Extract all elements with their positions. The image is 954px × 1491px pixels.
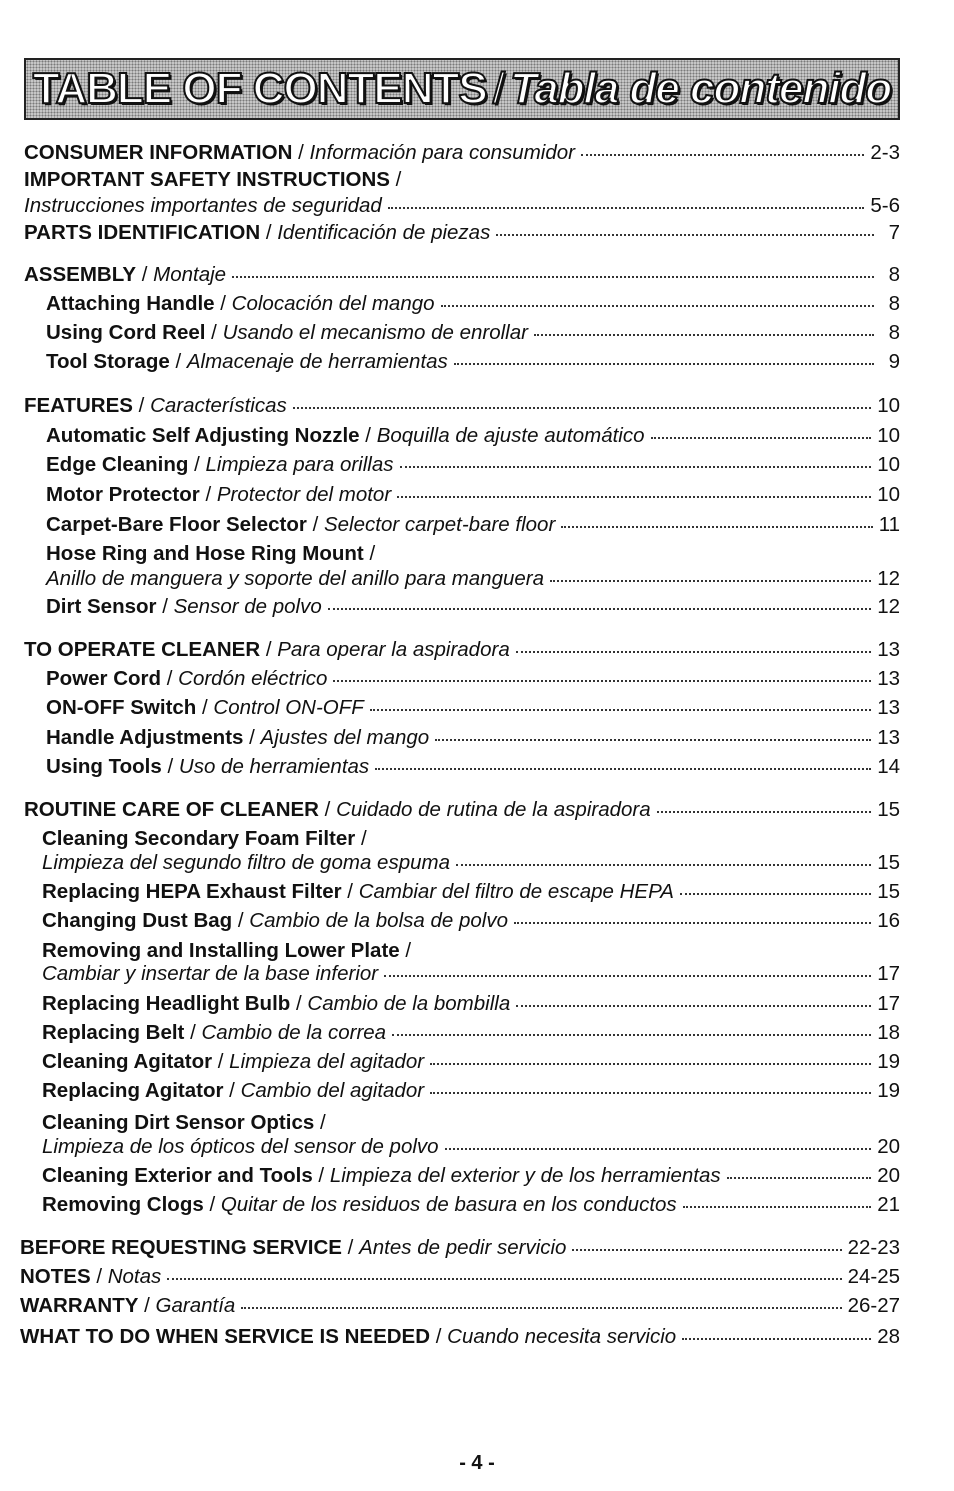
- entry-page-number: 8: [888, 321, 900, 344]
- toc-entry: [46, 757, 900, 778]
- entry-page-number: 5-6: [870, 194, 900, 217]
- dot-leader: [384, 975, 871, 977]
- dot-leader: [328, 608, 871, 610]
- toc-entry: [24, 143, 900, 164]
- toc-entry: [42, 1023, 900, 1044]
- dot-leader: [441, 305, 874, 307]
- entry-title-spanish: Cambio del agitador: [240, 1079, 425, 1102]
- entry-title-english: Carpet-Bare Floor Selector: [46, 513, 307, 536]
- dot-leader: [370, 709, 871, 711]
- entry-title-spanish: Limpieza para orillas: [205, 453, 394, 476]
- dot-leader: [435, 739, 871, 741]
- entry-label: WHAT TO DO WHEN SERVICE IS NEEDED / Cuando necesita servicio: [20, 1325, 677, 1348]
- toc-entry: [20, 1267, 900, 1288]
- entry-page-number: 24-25: [847, 1265, 900, 1288]
- page-number: - 4 -: [459, 1452, 495, 1474]
- dot-leader: [534, 334, 874, 336]
- entry-title-english: BEFORE REQUESTING SERVICE: [20, 1236, 342, 1259]
- entry-label: Power Cord / Cordón eléctrico: [46, 667, 328, 690]
- entry-title-spanish: Características: [150, 394, 287, 417]
- entry-page-number: 15: [877, 880, 900, 903]
- entry-label: BEFORE REQUESTING SERVICE / Antes de pedir servicio: [20, 1236, 567, 1259]
- title-spanish: Tabla de contenido: [509, 64, 892, 113]
- entry-title-english: Removing Clogs: [42, 1193, 204, 1216]
- toc-entry: [46, 515, 900, 536]
- entry-title-english: WARRANTY: [20, 1294, 139, 1317]
- entry-title-english: Using Tools: [46, 755, 162, 778]
- entry-page-number: 17: [877, 992, 900, 1015]
- entry-page-number: 19: [877, 1079, 900, 1102]
- entry-title-english: Hose Ring and Hose Ring Mount: [46, 542, 364, 565]
- toc-entry: [42, 911, 900, 932]
- entry-page-number: 16: [877, 909, 900, 932]
- entry-label: ASSEMBLY / Montaje: [24, 263, 227, 286]
- entry-title-english: Replacing Belt: [42, 1021, 185, 1044]
- entry-title-english: Tool Storage: [46, 350, 170, 373]
- entry-page-number: 10: [877, 453, 900, 476]
- entry-title-spanish: Selector carpet-bare floor: [323, 513, 556, 536]
- entry-label: Tool Storage / Almacenaje de herramientas: [46, 350, 448, 373]
- toc-entry: [46, 426, 900, 447]
- entry-title-spanish: Colocación del mango: [231, 292, 435, 315]
- entry-title-spanish: Cuidado de rutina de la aspiradora: [336, 798, 651, 821]
- entry-title-english: WHAT TO DO WHEN SERVICE IS NEEDED: [20, 1325, 431, 1348]
- entry-title-spanish: Cordón eléctrico: [178, 667, 328, 690]
- toc-entry: [46, 352, 900, 373]
- dot-leader: [333, 680, 871, 682]
- page-title: [32, 64, 892, 113]
- entry-title-spanish: Identificación de piezas: [277, 221, 491, 244]
- entry-label: ON-OFF Switch / Control ON-OFF: [46, 696, 364, 719]
- title-separator: /: [492, 64, 504, 113]
- entry-label: Cleaning Agitator / Limpieza del agitador: [42, 1050, 425, 1073]
- entry-page-number: 28: [877, 1325, 900, 1348]
- toc-entry: [46, 294, 900, 315]
- entry-title-english: Handle Adjustments: [46, 726, 244, 749]
- entry-title-english: Dirt Sensor: [46, 595, 157, 618]
- entry-title-spanish: Notas: [107, 1265, 162, 1288]
- entry-page-number: 12: [877, 567, 900, 590]
- entry-title-english: Automatic Self Adjusting Nozzle: [46, 424, 360, 447]
- entry-label: Replacing Agitator / Cambio del agitador: [42, 1079, 425, 1102]
- entry-label: Cleaning Exterior and Tools / Limpieza del exterior y de los herramientas: [42, 1164, 721, 1187]
- entry-title-spanish: Almacenaje de herramientas: [186, 350, 448, 373]
- dot-leader: [550, 580, 871, 582]
- entry-title-english: Cleaning Secondary Foam Filter: [42, 827, 356, 850]
- entry-label: Changing Dust Bag / Cambio de la bolsa de polvo: [42, 909, 508, 932]
- entry-title-english: Changing Dust Bag: [42, 909, 233, 932]
- entry-page-number: 10: [877, 424, 900, 447]
- entry-title-spanish: Anillo de manguera y soporte del anillo para manguera: [46, 567, 545, 590]
- entry-title-spanish: Sensor de polvo: [173, 595, 322, 618]
- toc-entry: [46, 485, 900, 506]
- toc-entry: [24, 196, 900, 217]
- entry-label: Carpet-Bare Floor Selector / Selector carpet-bare floor: [46, 513, 556, 536]
- dot-leader: [496, 234, 874, 236]
- entry-label: Attaching Handle / Colocación del mango: [46, 292, 435, 315]
- dot-leader: [167, 1278, 841, 1280]
- entry-label: Handle Adjustments / Ajustes del mango: [46, 726, 430, 749]
- dot-leader: [572, 1249, 841, 1251]
- entry-label: TO OPERATE CLEANER / Para operar la aspiradora: [24, 638, 510, 661]
- entry-title-spanish: Quitar de los residuos de basura en los conductos: [220, 1193, 677, 1216]
- toc-entry: [46, 728, 900, 749]
- dot-leader: [445, 1148, 872, 1150]
- toc-entry: [20, 1327, 900, 1348]
- entry-title-english: Using Cord Reel: [46, 321, 206, 344]
- entry-title-spanish: Cambiar y insertar de la base inferior: [42, 962, 379, 985]
- entry-title-english: PARTS IDENTIFICATION: [24, 221, 261, 244]
- entry-page-number: 19: [877, 1050, 900, 1073]
- entry-title-spanish: Información para consumidor: [309, 141, 575, 164]
- dot-leader: [400, 466, 872, 468]
- entry-title-spanish: Protector del motor: [216, 483, 392, 506]
- toc-entry: [46, 455, 900, 476]
- entry-label: Removing and Installing Lower Plate /: [42, 939, 412, 962]
- toc-entry: [20, 1296, 900, 1317]
- entry-page-number: 9: [888, 350, 900, 373]
- toc-entry: [46, 698, 900, 719]
- entry-page-number: 13: [877, 726, 900, 749]
- toc-entry: [42, 994, 900, 1015]
- toc-entry: [42, 1166, 900, 1187]
- toc-entry: [46, 323, 900, 344]
- entry-page-number: 2-3: [870, 141, 900, 164]
- entry-title-english: Cleaning Exterior and Tools: [42, 1164, 313, 1187]
- dot-leader: [430, 1092, 871, 1094]
- entry-title-english: FEATURES: [24, 394, 133, 417]
- toc-entry: [42, 853, 900, 874]
- toc-entry: [46, 569, 900, 590]
- entry-title-english: Replacing Agitator: [42, 1079, 224, 1102]
- entry-label: NOTES / Notas: [20, 1265, 162, 1288]
- entry-page-number: 20: [877, 1135, 900, 1158]
- entry-page-number: 13: [877, 667, 900, 690]
- entry-page-number: 21: [877, 1193, 900, 1216]
- entry-title-english: Cleaning Agitator: [42, 1050, 213, 1073]
- entry-page-number: 8: [888, 292, 900, 315]
- dot-leader: [680, 893, 871, 895]
- entry-label: Using Tools / Uso de herramientas: [46, 755, 370, 778]
- entry-title-spanish: Garantía: [155, 1294, 236, 1317]
- dot-leader: [454, 363, 874, 365]
- entry-label: WARRANTY / Garantía: [20, 1294, 236, 1317]
- entry-title-english: NOTES: [20, 1265, 91, 1288]
- entry-label: ROUTINE CARE OF CLEANER / Cuidado de rutina de la aspiradora: [24, 798, 651, 821]
- dot-leader: [232, 276, 874, 278]
- entry-title-english: IMPORTANT SAFETY INSTRUCTIONS: [24, 168, 390, 191]
- toc-entry: [42, 964, 900, 985]
- toc-entry: [42, 1137, 900, 1158]
- entry-label: Motor Protector / Protector del motor: [46, 483, 392, 506]
- entry-label: PARTS IDENTIFICATION / Identificación de piezas: [24, 221, 491, 244]
- entry-page-number: 10: [877, 483, 900, 506]
- toc-entry: [24, 223, 900, 244]
- dot-leader: [397, 496, 871, 498]
- entry-page-number: 14: [877, 755, 900, 778]
- entry-title-spanish: Para operar la aspiradora: [277, 638, 510, 661]
- toc-entry: [46, 597, 900, 618]
- entry-title-spanish: Cuando necesita servicio: [447, 1325, 677, 1348]
- entry-title-spanish: Ajustes del mango: [260, 726, 430, 749]
- dot-leader: [388, 207, 865, 209]
- entry-title-english: Attaching Handle: [46, 292, 215, 315]
- toc-entry: [20, 1238, 900, 1259]
- entry-page-number: 15: [877, 851, 900, 874]
- entry-page-number: 7: [888, 221, 900, 244]
- dot-leader: [392, 1034, 871, 1036]
- toc-entry: [24, 800, 900, 821]
- entry-label: IMPORTANT SAFETY INSTRUCTIONS /: [24, 168, 402, 191]
- entry-page-number: 18: [877, 1021, 900, 1044]
- entry-label: Cleaning Secondary Foam Filter /: [42, 827, 367, 850]
- entry-label: Using Cord Reel / Usando el mecanismo de enrollar: [46, 321, 528, 344]
- toc-entry: [24, 640, 900, 661]
- entry-title-spanish: Limpieza del segundo filtro de goma espuma: [42, 851, 450, 874]
- dot-leader: [456, 864, 871, 866]
- entry-title-english: Motor Protector: [46, 483, 200, 506]
- entry-title-english: ASSEMBLY: [24, 263, 137, 286]
- entry-title-spanish: Antes de pedir servicio: [359, 1236, 567, 1259]
- dot-leader: [241, 1307, 841, 1309]
- entry-title-english: Replacing HEPA Exhaust Filter: [42, 880, 342, 903]
- entry-page-number: 8: [888, 263, 900, 286]
- entry-title-english: Replacing Headlight Bulb: [42, 992, 291, 1015]
- entry-label: Edge Cleaning / Limpieza para orillas: [46, 453, 394, 476]
- entry-title-spanish: Control ON-OFF: [213, 696, 364, 719]
- toc-entry: [24, 265, 900, 286]
- dot-leader: [683, 1206, 872, 1208]
- entry-label: Hose Ring and Hose Ring Mount /: [46, 542, 376, 565]
- entry-page-number: 17: [877, 962, 900, 985]
- entry-title-english: Power Cord: [46, 667, 162, 690]
- entry-page-number: 20: [877, 1164, 900, 1187]
- dot-leader: [581, 154, 864, 156]
- entry-title-english: ROUTINE CARE OF CLEANER: [24, 798, 319, 821]
- entry-title-spanish: Cambio de la correa: [201, 1021, 387, 1044]
- entry-title-spanish: Usando el mecanismo de enrollar: [222, 321, 528, 344]
- entry-title-english: Cleaning Dirt Sensor Optics: [42, 1111, 315, 1134]
- entry-title-spanish: Cambiar del filtro de escape HEPA: [358, 880, 674, 903]
- entry-label: Automatic Self Adjusting Nozzle / Boquilla de ajuste automático: [46, 424, 645, 447]
- dot-leader: [516, 1005, 871, 1007]
- dot-leader: [657, 811, 872, 813]
- dot-leader: [430, 1063, 871, 1065]
- entry-label: Cleaning Dirt Sensor Optics /: [42, 1111, 326, 1134]
- toc-entry: [24, 396, 900, 417]
- entry-title-english: TO OPERATE CLEANER: [24, 638, 261, 661]
- entry-label: CONSUMER INFORMATION / Información para consumidor: [24, 141, 575, 164]
- dot-leader: [293, 407, 871, 409]
- entry-title-spanish: Cambio de la bombilla: [307, 992, 511, 1015]
- entry-page-number: 15: [877, 798, 900, 821]
- entry-title-spanish: Instrucciones importantes de seguridad: [24, 194, 382, 217]
- entry-page-number: 10: [877, 394, 900, 417]
- entry-title-spanish: Limpieza de los ópticos del sensor de polvo: [42, 1135, 439, 1158]
- toc-entry: [42, 1081, 900, 1102]
- entry-label: Replacing HEPA Exhaust Filter / Cambiar del filtro de escape HEPA: [42, 880, 674, 903]
- entry-page-number: 22-23: [847, 1236, 900, 1259]
- entry-title-english: CONSUMER INFORMATION: [24, 141, 293, 164]
- toc-entry: [42, 1195, 900, 1216]
- entry-title-spanish: Cambio de la bolsa de polvo: [249, 909, 508, 932]
- entry-page-number: 13: [877, 638, 900, 661]
- entry-label: Removing Clogs / Quitar de los residuos de basura en los conductos: [42, 1193, 677, 1216]
- title-english: TABLE OF CONTENTS: [32, 64, 487, 113]
- dot-leader: [375, 768, 871, 770]
- entry-label: Replacing Headlight Bulb / Cambio de la bombilla: [42, 992, 511, 1015]
- entry-label: FEATURES / Características: [24, 394, 287, 417]
- entry-title-english: Removing and Installing Lower Plate: [42, 939, 400, 962]
- entry-label: Dirt Sensor / Sensor de polvo: [46, 595, 322, 618]
- dot-leader: [561, 526, 872, 528]
- entry-title-english: Edge Cleaning: [46, 453, 189, 476]
- dot-leader: [727, 1177, 872, 1179]
- toc-entry: [42, 1052, 900, 1073]
- title-banner: [24, 58, 900, 120]
- entry-title-spanish: Limpieza del exterior y de los herramientas: [329, 1164, 721, 1187]
- toc-entry: [46, 669, 900, 690]
- entry-title-spanish: Limpieza del agitador: [229, 1050, 425, 1073]
- entry-title-spanish: Montaje: [153, 263, 227, 286]
- entry-title-spanish: Uso de herramientas: [178, 755, 370, 778]
- entry-page-number: 13: [877, 696, 900, 719]
- entry-page-number: 26-27: [847, 1294, 900, 1317]
- dot-leader: [682, 1338, 871, 1340]
- entry-title-spanish: Boquilla de ajuste automático: [376, 424, 645, 447]
- entry-title-english: ON-OFF Switch: [46, 696, 197, 719]
- entry-page-number: 12: [877, 595, 900, 618]
- toc-entry: [42, 882, 900, 903]
- dot-leader: [516, 651, 871, 653]
- dot-leader: [514, 922, 871, 924]
- entry-page-number: 11: [878, 513, 900, 536]
- dot-leader: [651, 437, 872, 439]
- entry-label: Replacing Belt / Cambio de la correa: [42, 1021, 387, 1044]
